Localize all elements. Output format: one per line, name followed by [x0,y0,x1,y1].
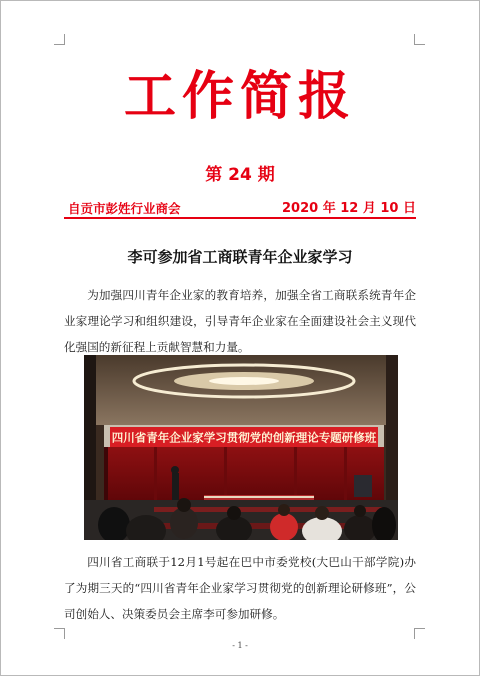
crop-mark-bottom-left [54,628,65,639]
page-number: - 1 - [232,641,248,650]
masthead-title: 工作简报 [123,67,356,127]
article-paragraph-2: 四川省工商联于12月1号起在巴中市委党校(大巴山干部学院)办了为期三天的“四川省青年企业家学习贯彻党的创新理论研修班”，公司创始人、决策委员会主席李可参加研修。 [64,555,416,621]
organization-name: 自贡市彭姓行业商会 [68,201,181,216]
article-headline: 李可参加省工商联青年企业家学习 [127,248,353,266]
crop-mark-top-right [414,34,425,45]
article-paragraph-1: 为加强四川青年企业家的教育培养，加强全省工商联系统青年企业家理论学习和组织建设，引导青年企业家在全面建设社会主义现代化强国的新征程上贡献智慧和力量。 [64,288,416,354]
issue-number: 第 24 期 [205,165,275,185]
crop-mark-top-left [54,34,65,45]
header-divider [64,217,416,219]
issue-date: 2020 年 12 月 10 日 [282,201,416,216]
crop-mark-bottom-right [414,628,425,639]
event-photo [84,355,398,540]
photo-banner-text: 四川省青年企业家学习贯彻党的创新理论专题研修班 [111,430,377,445]
